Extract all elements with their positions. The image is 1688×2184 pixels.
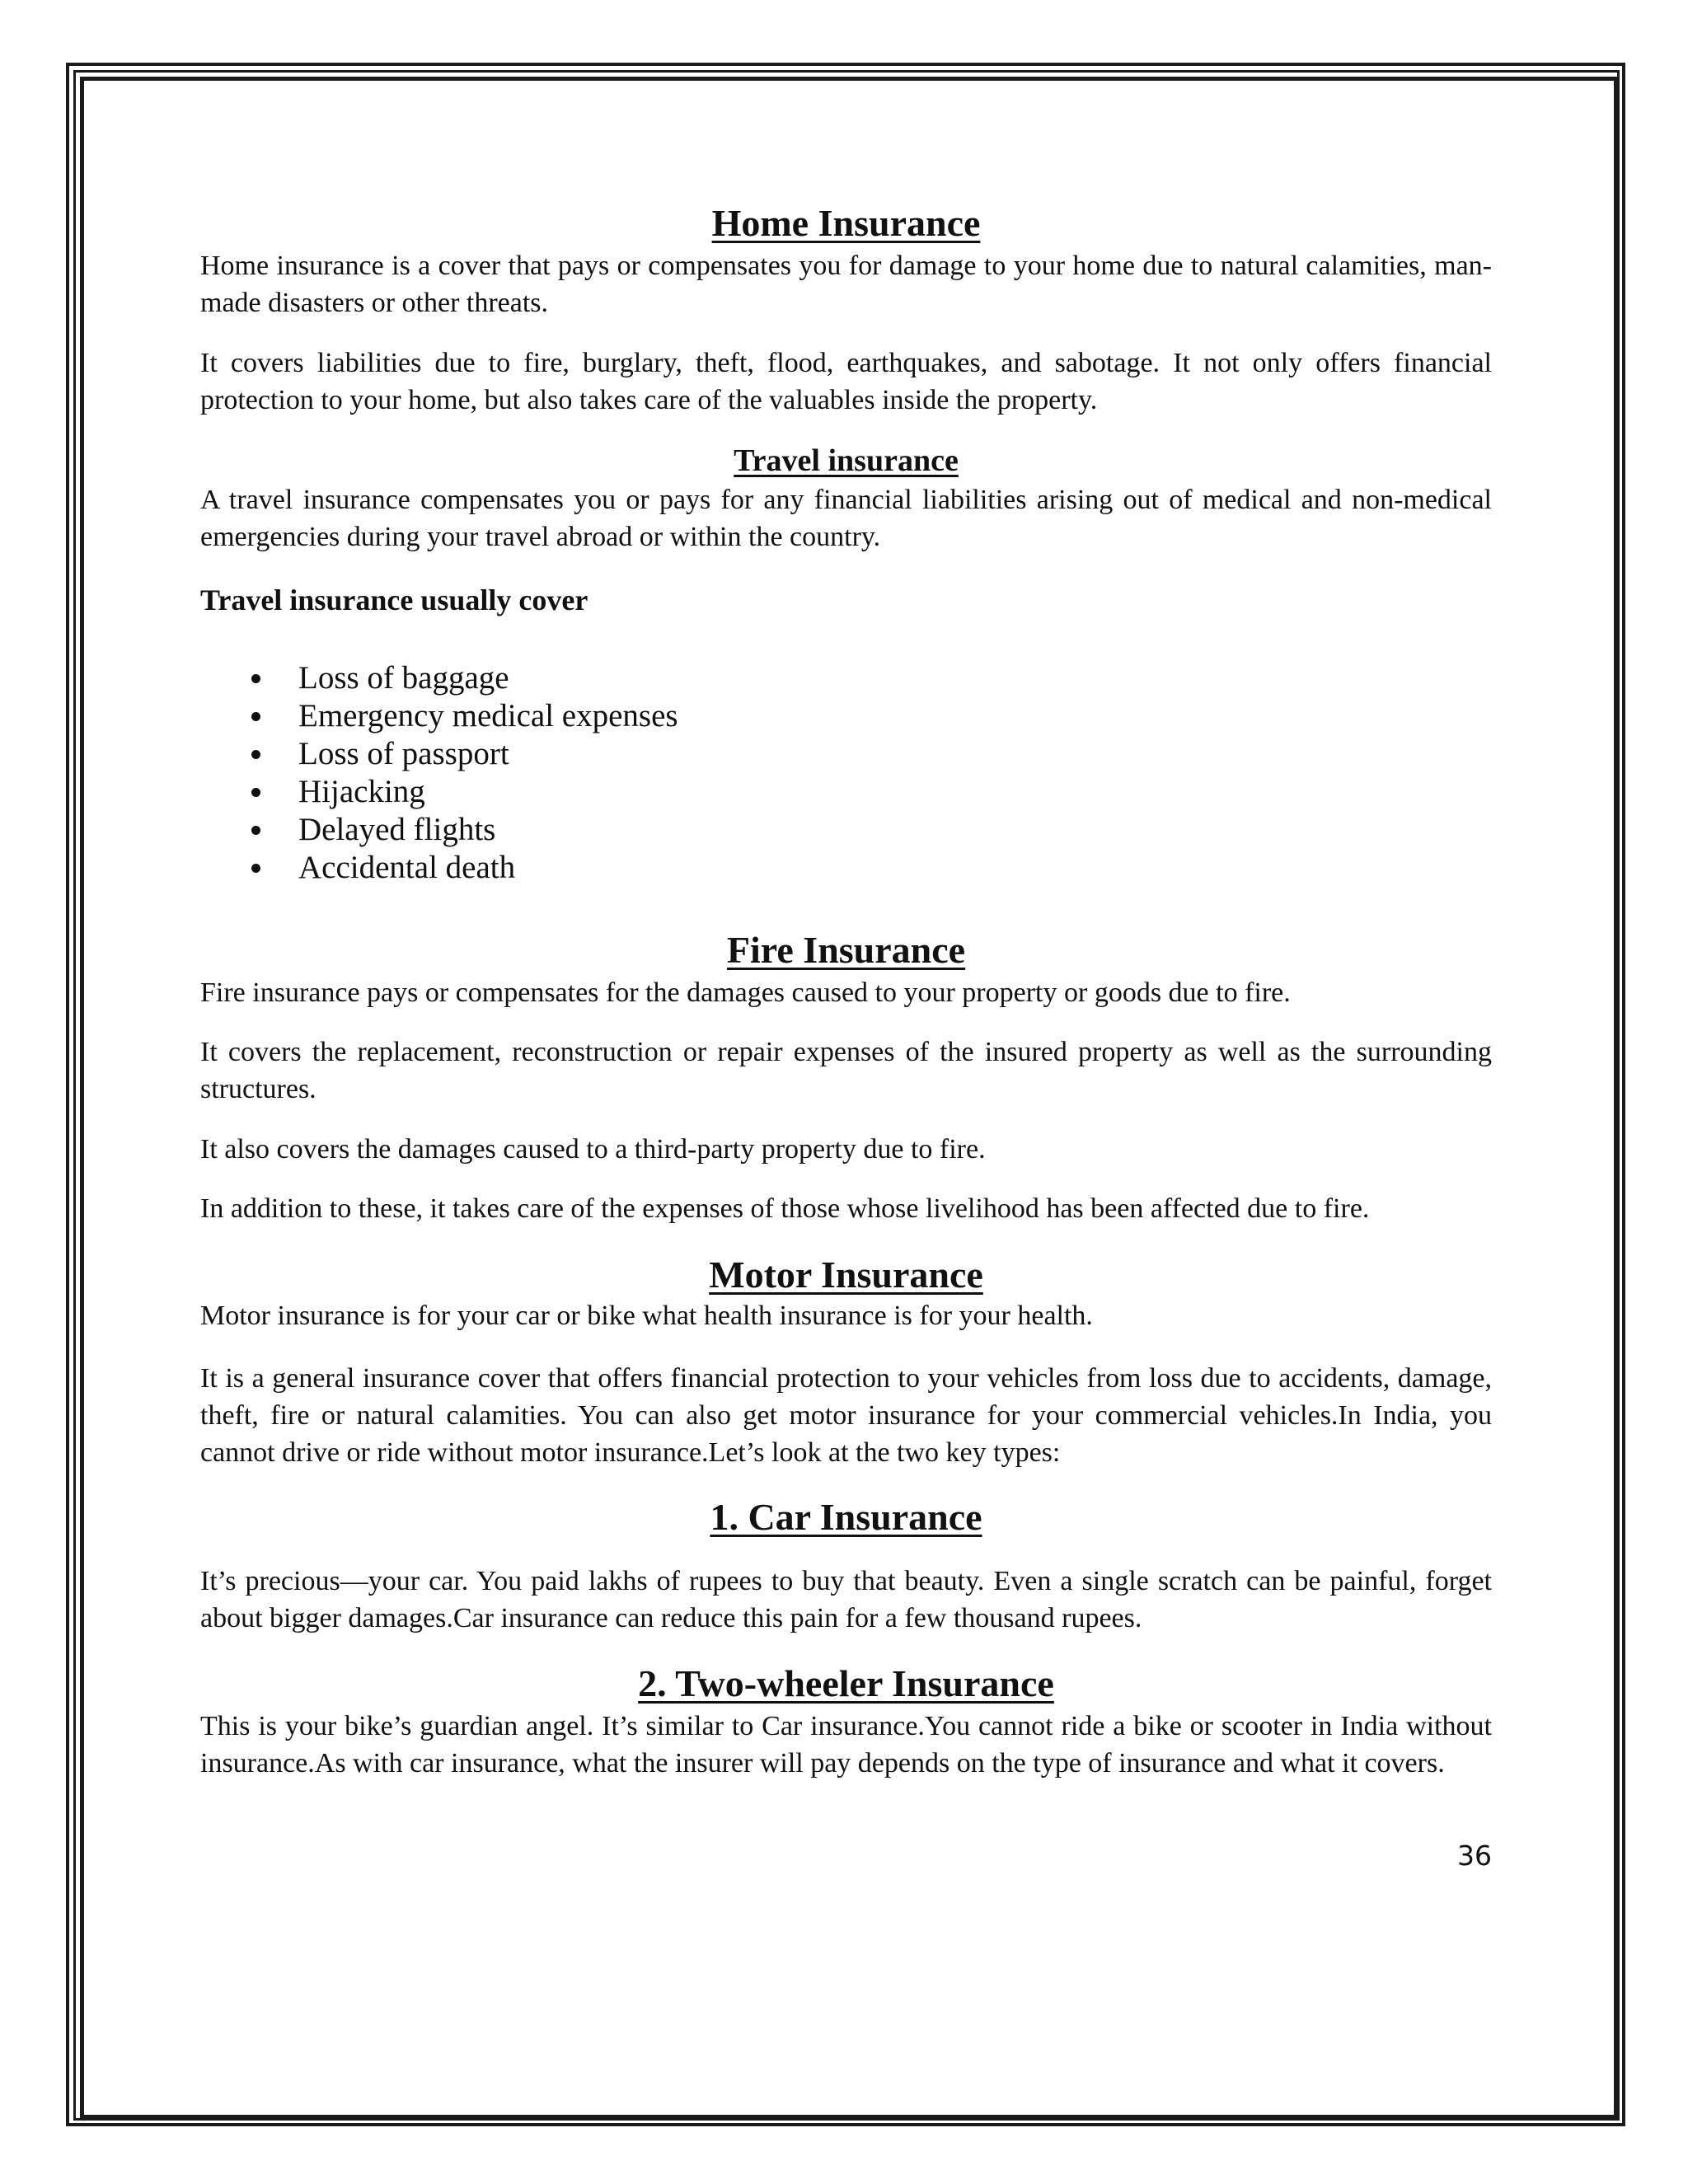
list-item-label: Emergency medical expenses (298, 698, 678, 733)
list-item-label: Hijacking (298, 774, 425, 809)
two-wheeler-insurance-heading: 2. Two-wheeler Insurance (638, 1662, 1054, 1704)
fire-insurance-paragraph-3: It also covers the damages caused to a third-party property due to fire. (200, 1134, 986, 1165)
travel-insurance-paragraph-1: A travel insurance compensates you or pays for any financial liabilities arising out of medical and non-medical emergencies during your travel abroad or within the country. (200, 485, 1492, 552)
list-item-label: Loss of passport (298, 736, 509, 771)
car-insurance-paragraph-1: It’s precious—your car. You paid lakhs of rupees to buy that beauty. Even a single scratch can be painful, forget about bigger damages.Car insurance can reduce this pain for a few thousand rupees. (200, 1566, 1492, 1633)
bullet-icon (251, 674, 260, 683)
bullet-icon (251, 826, 260, 835)
fire-insurance-paragraph-1: Fire insurance pays or compensates for the damages caused to your property or goods due to fire. (200, 977, 1291, 1008)
travel-insurance-heading: Travel insurance (734, 443, 959, 478)
list-item (200, 811, 678, 849)
fire-insurance-paragraph-2: It covers the replacement, reconstruction or repair expenses of the insured property as well as the surrounding structures. (200, 1037, 1492, 1104)
bullet-icon (251, 750, 260, 759)
list-item (200, 849, 678, 887)
page-number: 36 (1457, 1840, 1492, 1872)
travel-cover-heading: Travel insurance usually cover (200, 583, 588, 616)
list-item-label: Loss of baggage (298, 660, 509, 696)
motor-insurance-paragraph-2: It is a general insurance cover that offers financial protection to your vehicles from loss due to accidents, damage, theft, fire or natural calamities. You can also get motor insurance for your commercial vehicles.In India, you cannot drive or ride without motor insurance.Let’s look at the two key types: (200, 1363, 1492, 1468)
two-wheeler-insurance-paragraph-1: This is your bike’s guardian angel. It’s similar to Car insurance.You cannot ride a bike or scooter in India without insurance.As with car insurance, what the insurer will pay depends on the type of insurance and what it covers. (200, 1711, 1492, 1779)
bullet-icon (251, 864, 260, 873)
motor-insurance-heading: Motor Insurance (709, 1254, 983, 1296)
fire-insurance-paragraph-4: In addition to these, it takes care of the expenses of those whose livelihood has been affected due to fire. (200, 1193, 1370, 1224)
list-item (200, 773, 678, 811)
car-insurance-heading: 1. Car Insurance (710, 1496, 982, 1538)
bullet-icon (251, 712, 260, 721)
travel-cover-list (200, 659, 678, 887)
fire-insurance-heading: Fire Insurance (726, 929, 966, 971)
list-item (200, 735, 678, 773)
home-insurance-paragraph-1: Home insurance is a cover that pays or compensates you for damage to your home due to natural calamities, man-made disasters or other threats. (200, 251, 1492, 318)
bullet-icon (251, 788, 260, 797)
list-item-label: Accidental death (298, 850, 516, 885)
list-item (200, 697, 678, 735)
list-item-label: Delayed flights (298, 812, 496, 847)
list-item (200, 659, 678, 697)
home-insurance-heading: Home Insurance (711, 202, 981, 244)
motor-insurance-paragraph-1: Motor insurance is for your car or bike what health insurance is for your health. (200, 1301, 1093, 1331)
home-insurance-paragraph-2: It covers liabilities due to fire, burglary, theft, flood, earthquakes, and sabotage. It not only offers financial protection to your home, but also takes care of the valuables inside the property. (200, 348, 1492, 415)
